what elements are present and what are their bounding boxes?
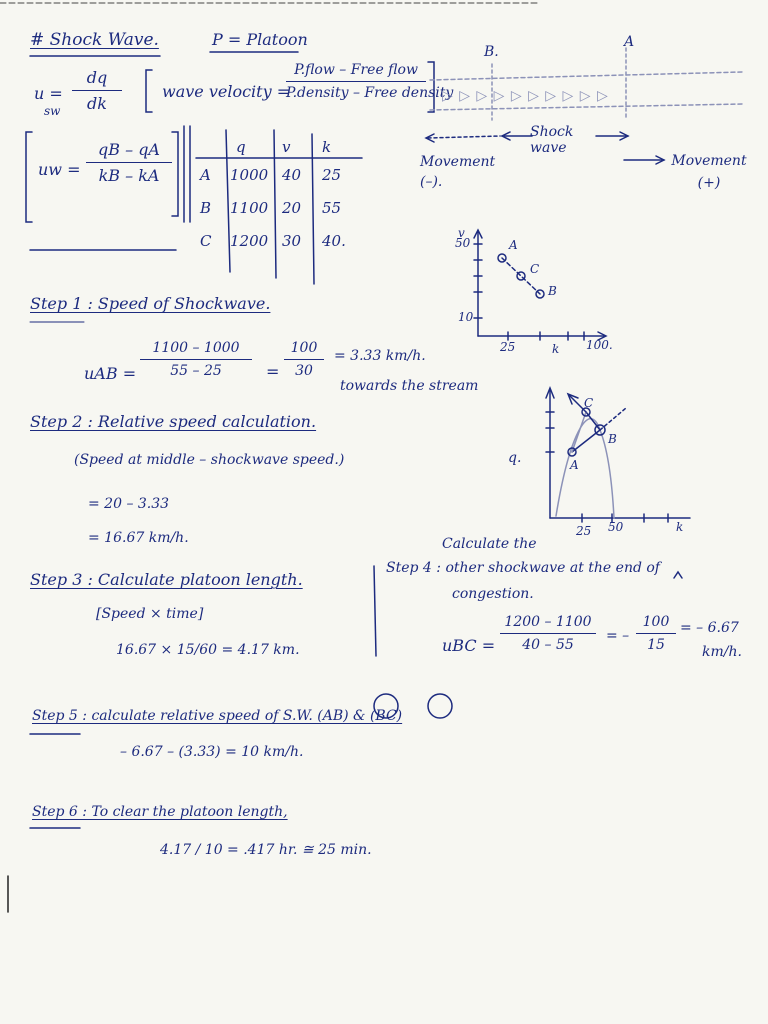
step1-denominator-1: 55 – 25	[170, 363, 222, 379]
graph2-x-axis-label: k	[676, 520, 684, 534]
step2-heading: Step 2 : Relative speed calculation.	[30, 412, 317, 431]
table-row-label: C	[200, 232, 212, 250]
formula-uw-lhs: uw =	[38, 160, 81, 179]
page-title: # Shock Wave.	[30, 30, 159, 50]
insert-caret	[674, 572, 682, 578]
step1-lhs: uAB =	[84, 364, 137, 383]
step1-denominator-2: 30	[295, 363, 313, 379]
step6-calc: 4.17 / 10 = .417 hr. ≅ 25 min.	[160, 842, 372, 858]
graph1-point-a-label: A	[509, 238, 518, 252]
step1-numerator-2: 100	[290, 340, 318, 356]
graph1-x-tick-100: 100.	[586, 338, 613, 352]
step1-numerator-1: 1100 – 1000	[152, 340, 240, 356]
shock-arrow-left-dashed	[428, 136, 500, 138]
step3-heading: Step 3 : Calculate platoon length.	[30, 570, 303, 589]
graph1-point-c-label: C	[530, 262, 540, 276]
table-cell-q: 1100	[230, 199, 269, 217]
platoon-note: P = Platoon	[212, 30, 308, 49]
graph1-y-axis-label: v	[458, 226, 465, 240]
table-cell-v: 40	[282, 166, 302, 184]
step4-divider	[374, 566, 376, 656]
graph1-dashed-line	[502, 258, 540, 294]
step5-calc: – 6.67 – (3.33) = 10 km/h.	[120, 744, 304, 760]
graph2-point-b-label: B	[608, 432, 617, 446]
step5-heading: Step 5 : calculate relative speed of S.W. (AB) & (BC)	[32, 708, 403, 724]
step4-heading-line2: congestion.	[452, 586, 534, 602]
step3-calc: 16.67 × 15/60 = 4.17 km.	[116, 642, 300, 658]
road-point-a: A	[624, 34, 635, 50]
step4-unit: km/h.	[702, 644, 742, 660]
graph2-point-a-label: A	[570, 458, 579, 472]
equals-minus-sign: = –	[606, 628, 630, 644]
shock-wave-label: Shock wave	[530, 124, 574, 156]
step2-line3: = 16.67 km/h.	[88, 530, 189, 546]
equals-sign: =	[266, 362, 280, 381]
step4-result: = – 6.67	[680, 620, 739, 636]
graph2-flow-curve	[556, 419, 614, 518]
table-cell-q: 1200	[230, 232, 269, 250]
circle-ab	[374, 694, 398, 718]
table-row-label: B	[200, 199, 212, 217]
graph1-point-b-label: B	[548, 284, 557, 298]
table-header-v: v	[282, 138, 291, 156]
step4-numerator-1: 1200 – 1100	[504, 614, 592, 630]
movement-positive-label: Movement (+)	[671, 153, 747, 191]
wave-bracket-right	[428, 62, 434, 112]
table-col-line-3	[312, 134, 314, 284]
formula-u-lhs: u =	[34, 84, 63, 103]
wave-velocity-label: wave velocity =	[162, 82, 291, 101]
step2-line2: = 20 – 3.33	[88, 496, 170, 512]
table-cell-k: 25	[322, 166, 342, 184]
step6-heading: Step 6 : To clear the platoon length,	[32, 804, 288, 820]
wave-velocity-numerator: P.flow – Free flow	[294, 62, 418, 78]
table-col-line-2	[274, 130, 276, 278]
step1-heading: Step 1 : Speed of Shockwave.	[30, 294, 271, 313]
table-cell-v: 20	[282, 199, 302, 217]
step4-prefix: Calculate the	[442, 536, 537, 552]
step1-note: towards the stream	[340, 378, 479, 394]
graph2-x-tick-25: 25	[576, 524, 592, 538]
step2-line1: (Speed at middle – shockwave speed.)	[74, 452, 345, 468]
step1-result: = 3.33 km/h.	[334, 348, 426, 364]
graph1-x-axis-label: k	[552, 342, 560, 356]
formula-u-numerator: dq	[86, 68, 108, 87]
graph1-x-tick-25: 25	[500, 340, 516, 354]
table-row-label: A	[200, 166, 211, 184]
step4-heading-line1: Step 4 : other shockwave at the end of	[386, 560, 660, 576]
table-col-line-1	[226, 130, 230, 272]
formula-uw-denominator: kB – kA	[98, 166, 160, 185]
graph1-point-c	[517, 272, 525, 280]
table-cell-v: 30	[282, 232, 302, 250]
graph2-y-axis-label: q.	[508, 450, 522, 466]
formula-u-subscript: sw	[44, 104, 61, 118]
road-edge-top	[430, 72, 742, 80]
formula-u-denominator: dk	[87, 94, 107, 113]
movement-negative-label: Movement (–).	[420, 154, 496, 190]
graph1-y-tick-10: 10	[458, 310, 474, 324]
wave-velocity-denominator: P.density – Free density	[286, 85, 454, 101]
step4-denominator-2: 15	[647, 637, 665, 653]
uw-bracket-right	[172, 132, 178, 216]
table-cell-q: 1000	[230, 166, 269, 184]
wave-bracket-left	[146, 70, 152, 112]
step4-numerator-2: 100	[642, 614, 670, 630]
graph2-point-c-label: C	[584, 396, 594, 410]
step4-lhs: uBC =	[442, 636, 496, 655]
graph1-y-tick-50: 50	[455, 236, 471, 250]
road-point-b: B.	[484, 44, 499, 60]
table-header-k: k	[322, 138, 332, 156]
road-edge-bottom	[430, 104, 742, 110]
uw-bracket-left	[26, 132, 32, 222]
formula-uw-numerator: qB – qA	[98, 140, 160, 159]
road-traffic-arrows: ▷ ▷ ▷ ▷ ▷ ▷ ▷ ▷ ▷ ▷	[442, 88, 609, 104]
graph2-x-tick-50: 50	[608, 520, 624, 534]
circle-bc	[428, 694, 452, 718]
step3-bracket: [Speed × time]	[96, 606, 204, 622]
table-cell-k: 55	[322, 199, 342, 217]
table-cell-k: 40.	[322, 232, 346, 250]
step4-denominator-1: 40 – 55	[522, 637, 574, 653]
table-header-q: q	[236, 138, 246, 156]
